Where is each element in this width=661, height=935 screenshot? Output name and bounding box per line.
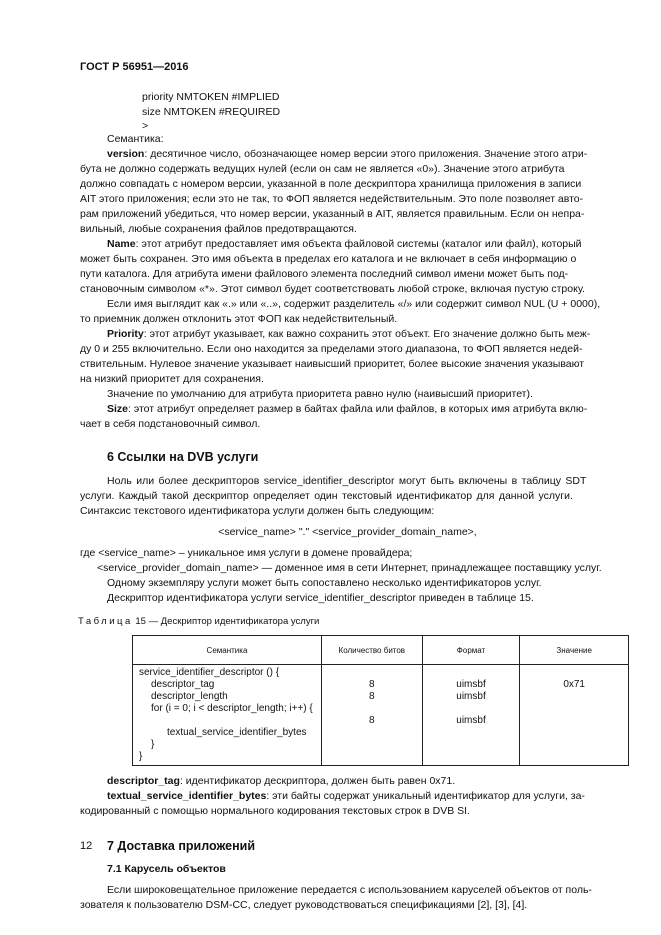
term-textual-bytes: textual_service_identifier_bytes bbox=[107, 790, 267, 802]
document-header: ГОСТ Р 56951—2016 bbox=[80, 61, 189, 73]
format-cell: uimsbf bbox=[456, 715, 486, 726]
term-priority: Priority bbox=[107, 328, 144, 340]
table-header-row bbox=[133, 636, 629, 665]
format-cell bbox=[423, 703, 520, 715]
column-header: Формат bbox=[422, 636, 520, 665]
format-cell: uimsbf bbox=[456, 679, 486, 690]
value-cell: 0x71 bbox=[563, 679, 585, 690]
syntax-line: <service_name> "." <service_provider_domain_name>, bbox=[218, 526, 477, 538]
paragraph-text: Дескриптор идентификатора услуги service_identifier_descriptor приведен в таблице 15. bbox=[107, 592, 534, 604]
paragraph-text: то приемник должен отклонить этот ФОП как недействительный. bbox=[80, 313, 398, 325]
page-content bbox=[80, 90, 615, 913]
page-number: 12 bbox=[80, 840, 93, 852]
definition-text: : этот атрибут определяет размер в байтах файла или файлов, в которых имя атрибута вклю- bbox=[128, 403, 588, 415]
definition-text: должно совпадать с номером версии, указанной в поле дескриптора хранилища приложения в записи bbox=[80, 178, 582, 190]
section-7-heading: 7 Доставка приложений bbox=[107, 839, 256, 853]
textual-bytes-definition bbox=[80, 789, 615, 819]
definition-text: : десятичное число, обозначающее номер версии этого приложения. Значение этого атри- bbox=[144, 148, 588, 160]
table-caption-text: 15 — Дескриптор идентификатора услуги bbox=[135, 616, 320, 627]
definition-text: пути каталога. Для атрибута имени файлового элемента последний символ имени может быть под- bbox=[80, 268, 569, 280]
definition-text: : этот атрибут предоставляет имя объекта файловой системы (каталог или файл), который bbox=[135, 238, 582, 250]
definition-text: может быть сохранен. Это имя объекта в пределах его каталога и не включает в себя информацию о bbox=[80, 253, 577, 265]
format-column bbox=[422, 665, 520, 766]
bits-cell bbox=[322, 703, 422, 715]
definition-text: : эти байты содержат уникальный идентификатор для услуги, за- bbox=[266, 790, 585, 802]
definition-text: ствительным. Нулевое значение указывает наивысший приоритет, более высокие значения указывают bbox=[80, 358, 585, 370]
value-cell bbox=[520, 667, 628, 679]
definition-text: становочным символом «*». Этот символ будет соответствовать любой строке, включая пустую строку. bbox=[80, 283, 585, 295]
definition-text: кодированный с помощью нормального кодирования текстовых строк в DVB SI. bbox=[80, 805, 470, 817]
column-header: Семантика bbox=[133, 636, 322, 665]
paragraph-text: Значение по умолчанию для атрибута приоритета равно нулю (наивысший приоритет). bbox=[107, 388, 533, 400]
section-6-body bbox=[80, 474, 615, 606]
bits-cell: 8 bbox=[369, 691, 375, 702]
section-6-heading: 6 Ссылки на DVB услуги bbox=[107, 450, 259, 464]
bits-cell: 8 bbox=[369, 679, 375, 690]
paragraph-text: Синтаксис текстового идентификатора услуги должен быть следующим: bbox=[80, 505, 435, 517]
syntax-row: service_identifier_descriptor () { bbox=[139, 667, 280, 678]
subsection-7-1-heading: 7.1 Карусель объектов bbox=[107, 863, 226, 875]
paragraph-text: Если широковещательное приложение передается с использованием каруселей объектов от поль- bbox=[107, 884, 592, 896]
semantics-column bbox=[133, 665, 322, 766]
definition-text: бута не должно содержать ведущих нулей (если он сам не является «0»). Значение этого атрибута bbox=[80, 163, 565, 175]
column-header: Значение bbox=[520, 636, 629, 665]
bits-cell: 8 bbox=[369, 715, 375, 726]
column-header: Количество битов bbox=[321, 636, 422, 665]
value-column bbox=[520, 665, 629, 766]
format-cell bbox=[423, 667, 520, 679]
syntax-row: textual_service_identifier_bytes bbox=[167, 727, 307, 738]
paragraph-text: зователя к пользователю DSM-CC, следует руководствоваться спецификациями [2], [3], [4]. bbox=[80, 899, 528, 911]
definition-text: : этот атрибут указывает, как важно сохранить этот объект. Его значение должно быть меж- bbox=[143, 328, 591, 340]
table-body-row bbox=[133, 665, 629, 766]
name-definition bbox=[80, 237, 615, 327]
definition-text: AIT этого приложения; если это не так, то ФОП является недействительным. Это поле позволяет авто- bbox=[80, 193, 584, 205]
paragraph-text: Одному экземпляру услуги может быть сопоставлено несколько идентификаторов услуг. bbox=[107, 577, 542, 589]
paragraph-text: Если имя выглядит как «.» или «..», содержит разделитель «/» или содержит символ NUL (U + 0000), bbox=[107, 298, 601, 310]
version-definition bbox=[80, 147, 615, 237]
table-caption bbox=[78, 616, 615, 627]
where-line: где <service_name> – уникальное имя услуги в домене провайдера; bbox=[80, 547, 413, 559]
dtd-code-block bbox=[80, 90, 615, 132]
bits-column bbox=[321, 665, 422, 766]
code-line: > bbox=[142, 120, 149, 132]
definition-text: чает в себя подстановочный символ. bbox=[80, 418, 261, 430]
definition-text: ду 0 и 255 включительно. Если оно находится за пределами этого диапазона, то ФОП является недей- bbox=[80, 343, 583, 355]
code-line: size NMTOKEN #REQUIRED bbox=[142, 106, 281, 118]
section-7-body bbox=[80, 883, 615, 913]
where-line: <service_provider_domain_name> — доменное имя в сети Интернет, принадлежащее поставщику услуг. bbox=[97, 562, 602, 574]
term-descriptor-tag: descriptor_tag bbox=[107, 775, 180, 787]
bits-cell bbox=[322, 667, 422, 679]
syntax-row: descriptor_length bbox=[151, 691, 228, 702]
term-size: Size bbox=[107, 403, 129, 415]
syntax-row: for (i = 0; i < descriptor_length; i++) { bbox=[151, 703, 313, 714]
code-line: priority NMTOKEN #IMPLIED bbox=[142, 91, 280, 103]
table-caption-prefix: Таблица bbox=[78, 616, 133, 627]
definition-text: вильный, любые сохранения файлов предотвращаются. bbox=[80, 223, 357, 235]
size-definition bbox=[80, 402, 615, 432]
syntax-row: } bbox=[151, 739, 155, 750]
format-cell: uimsbf bbox=[456, 691, 486, 702]
syntax-row bbox=[133, 715, 321, 727]
syntax-row: descriptor_tag bbox=[151, 679, 215, 690]
priority-definition bbox=[80, 327, 615, 402]
definition-text: на низкий приоритет для сохранения. bbox=[80, 373, 264, 385]
paragraph-text: Ноль или более дескрипторов service_identifier_descriptor могут быть включены в таблицу SDT bbox=[107, 475, 587, 487]
paragraph-text: услуги. Каждый такой дескриптор определяет один текстовый идентификатор для данной услуги. bbox=[80, 490, 573, 502]
term-version: version bbox=[107, 148, 145, 160]
descriptor-tag-definition bbox=[80, 774, 615, 789]
definition-text: рам приложений убедиться, что номер версии, указанный в AIT, является правильным. Если он непра- bbox=[80, 208, 585, 220]
semantics-label: Семантика: bbox=[107, 133, 164, 145]
definition-text: : идентификатор дескриптора, должен быть равен 0x71. bbox=[179, 775, 456, 787]
table-15 bbox=[132, 635, 629, 766]
syntax-row: } bbox=[139, 751, 143, 762]
term-name: Name bbox=[107, 238, 136, 250]
